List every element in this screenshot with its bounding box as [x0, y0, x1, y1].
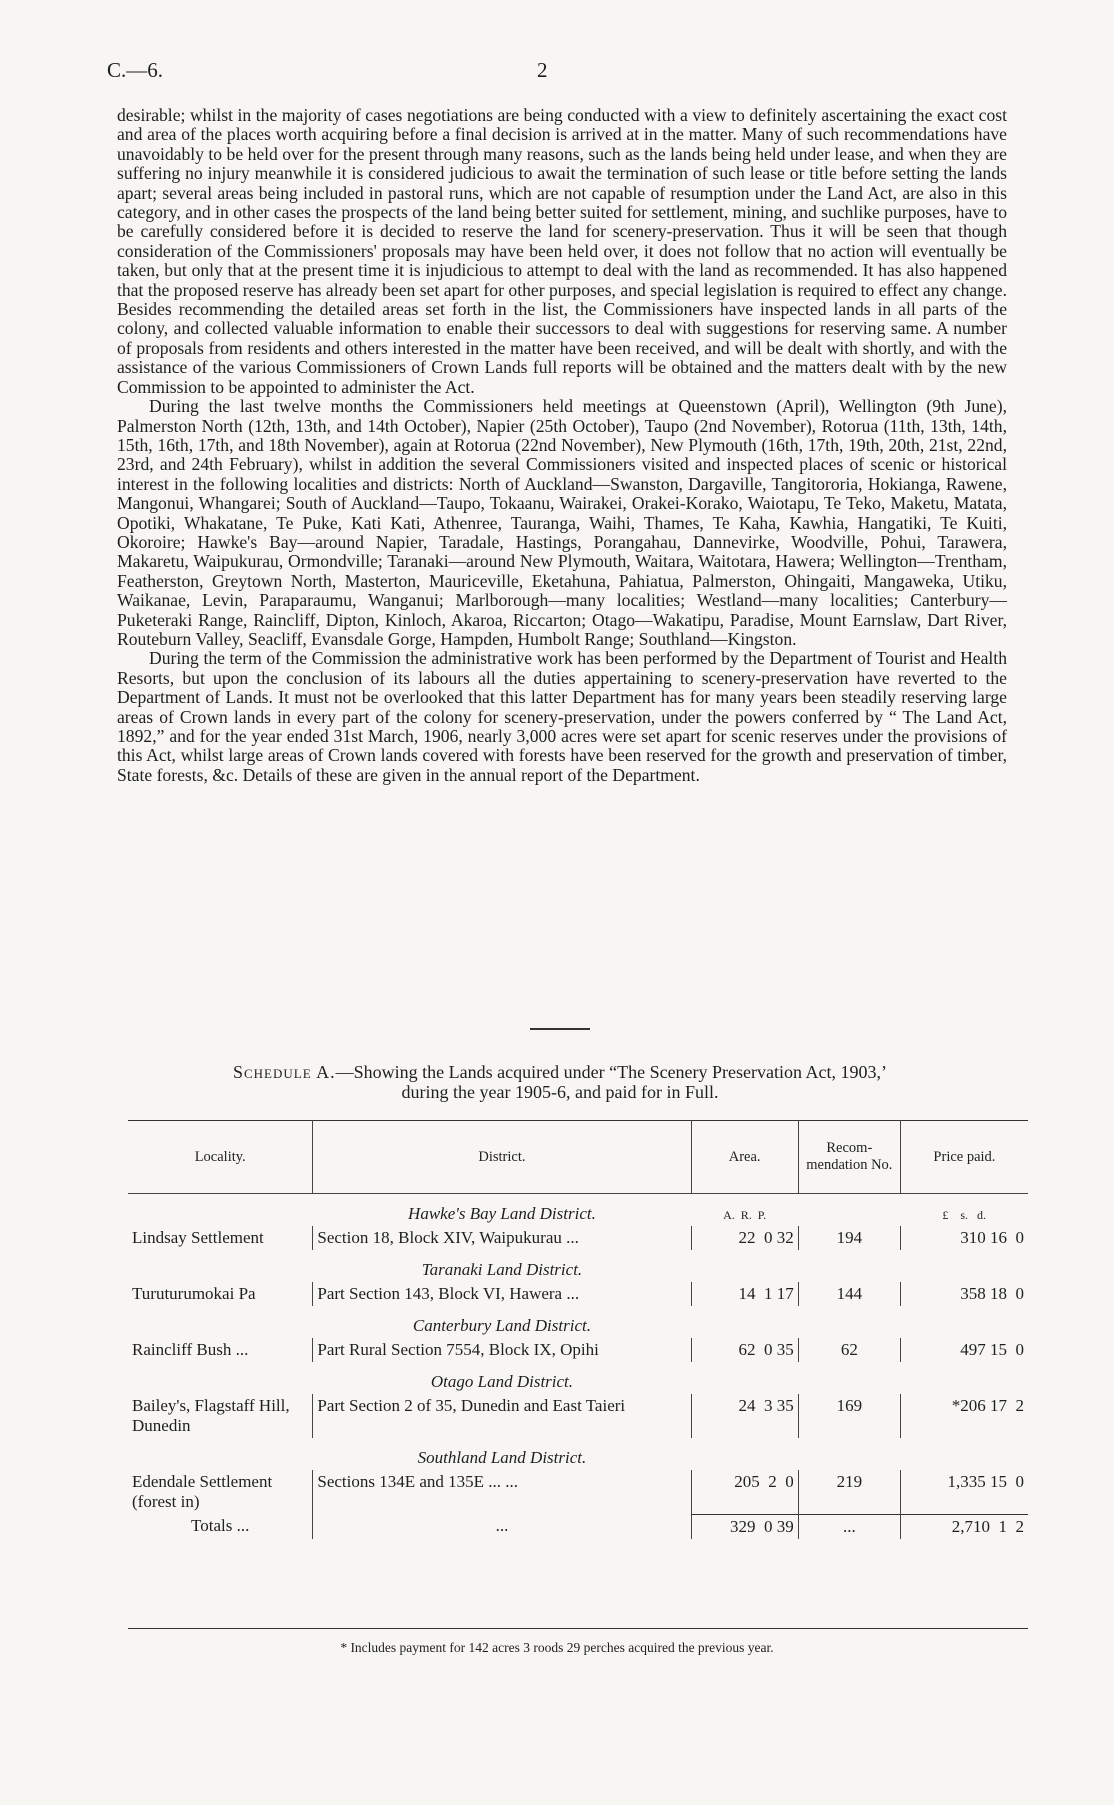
- footnote: * Includes payment for 142 acres 3 roods 29 perches acquired the previous year.: [340, 1640, 774, 1655]
- description-cell: Section 18, Block XIV, Waipukurau ...: [313, 1226, 691, 1250]
- description-cell: Sections 134E and 135E ... ...: [313, 1470, 691, 1514]
- locality-cell: Edendale Settlement (forest in): [132, 1472, 273, 1511]
- area-cell: 14 1 17: [691, 1282, 798, 1306]
- schedule-label: Schedule A.: [232, 1062, 336, 1082]
- rec-cell: 144: [798, 1282, 900, 1306]
- table-bottom-rule: [128, 1628, 1028, 1629]
- table-row: [128, 1226, 1028, 1250]
- table-row: [128, 1470, 1028, 1514]
- district-heading: Hawke's Bay Land District.: [408, 1204, 596, 1223]
- totals-district: ...: [313, 1514, 691, 1539]
- totals-rec: ...: [798, 1514, 900, 1539]
- price-cell: 310 16 0: [900, 1226, 1028, 1250]
- body-text: [117, 106, 1007, 785]
- area-cell: 62 0 35: [691, 1338, 798, 1362]
- district-heading: Otago Land District.: [430, 1372, 574, 1391]
- col-header-district: District.: [313, 1121, 691, 1194]
- col-header-recommendation: Recom-mendation No.: [798, 1121, 900, 1194]
- totals-row: [128, 1514, 1028, 1539]
- description-cell: Part Rural Section 7554, Block IX, Opihi: [313, 1338, 691, 1362]
- rec-cell: 219: [798, 1470, 900, 1514]
- table-row: [128, 1394, 1028, 1438]
- price-units: £ s. d.: [942, 1208, 987, 1222]
- totals-price: 2,710 1 2: [900, 1514, 1028, 1539]
- area-cell: 22 0 32: [691, 1226, 798, 1250]
- rec-cell: 62: [798, 1338, 900, 1362]
- rec-cell: 169: [798, 1394, 900, 1438]
- area-cell: 24 3 35: [691, 1394, 798, 1438]
- totals-label: Totals ...: [191, 1516, 250, 1535]
- schedule-title: [120, 1062, 1000, 1102]
- locality-cell: Lindsay Settlement: [132, 1228, 264, 1247]
- col-header-price: Price paid.: [900, 1121, 1028, 1194]
- district-heading: Southland Land District.: [417, 1448, 587, 1467]
- page-number: 2: [537, 58, 548, 82]
- col-header-area: Area.: [691, 1121, 798, 1194]
- locality-cell: Raincliff Bush ...: [132, 1340, 249, 1359]
- paragraph: desirable; whilst in the majority of cases negotiations are being conducted with a view to definitely ascertaining the exact cost and area of the places worth acquiring before a final decision is arrived at in the matter. Many of such recommendations have unavoidably to be held over for the present through many reasons, such as the lands being held under lease, and when they are suffering no injury meanwhile it is considered judicious to await the termination of such lease or title before setting the lands apart; several areas being included in pastoral runs, which are not capable of resumption under the Land Act, are also in this category, and in other cases the prospects of the land being better suited for settlement, mining, and suchlike purposes, have to be carefully considered before it is decided to reserve the land for scenery-preservation. Thus it will be seen that though consideration of the Commissioners' proposals may have been held over, it does not follow that no action will eventually be taken, but only that at the present time it is injudicious to attempt to deal with the land as recommended. It has also happened that the proposed reserve has already been set apart for other purposes, and special legislation is required to effect any change. Besides recommending the detailed areas set forth in the list, the Commissioners have inspected lands in all parts of the colony, and collected valuable information to enable their successors to deal with suggestions for reserving same. A number of proposals from residents and others interested in the matter have been received, and will be dealt with shortly, and with the assistance of the various Commissioners of Crown Lands full reports will be obtained and the matters dealt with by the new Commission to be appointed to administer the Act.: [117, 105, 1007, 397]
- document-reference: C.—6.: [107, 58, 164, 82]
- col-header-locality: Locality.: [128, 1121, 313, 1194]
- district-heading: Canterbury Land District.: [412, 1316, 591, 1335]
- rec-cell: 194: [798, 1226, 900, 1250]
- district-heading: Taranaki Land District.: [421, 1260, 583, 1279]
- area-cell: 205 2 0: [691, 1470, 798, 1514]
- table-row: [128, 1338, 1028, 1362]
- price-cell: *206 17 2: [900, 1394, 1028, 1438]
- section-divider: [530, 1028, 590, 1030]
- paragraph: During the term of the Commission the administrative work has been performed by the Department of Tourist and Health Resorts, but upon the conclusion of its labours all the duties appertaining to scenery-preservation have reverted to the Department of Lands. It must not be overlooked that this latter Department has for many years been steadily reserving large areas of Crown lands in every part of the colony for scenery-preservation, under the powers conferred by “ The Land Act, 1892,” and for the year ended 31st March, 1906, nearly 3,000 acres were set apart for scenic reserves under the provisions of this Act, whilst large areas of Crown lands covered with forests have been reserved for the growth and preservation of timber, State forests, &c. Details of these are given in the annual report of the Department.: [117, 648, 1007, 785]
- price-cell: 497 15 0: [900, 1338, 1028, 1362]
- totals-area: 329 0 39: [691, 1514, 798, 1539]
- price-cell: 1,335 15 0: [900, 1470, 1028, 1514]
- locality-cell: Bailey's, Flagstaff Hill, Dunedin: [132, 1396, 290, 1435]
- area-units: A. R. P.: [723, 1208, 767, 1222]
- description-cell: Part Section 143, Block VI, Hawera ...: [313, 1282, 691, 1306]
- table-row: [128, 1282, 1028, 1306]
- paragraph: During the last twelve months the Commissioners held meetings at Queenstown (April), Wellington (9th June), Palmerston North (12th, 13th, and 14th October), Napier (25th October), Taupo (2nd November), Rotorua (11th, 13th, 14th, 15th, 16th, 17th, and 18th November), again at Rotorua (22nd November), New Plymouth (16th, 17th, 19th, 20th, 21st, 22nd, 23rd, and 24th February), whilst in addition the several Commissioners visited and inspected places of scenic or historical interest in the following localities and districts: North of Auckland—Swanston, Dargaville, Tangitororia, Hokianga, Rawene, Mangonui, Whangarei; South of Auckland—Taupo, Tokaanu, Wairakei, Orakei-Korako, Waiotapu, Te Teko, Maketu, Matata, Opotiki, Whakatane, Te Puke, Kati Kati, Athenree, Tauranga, Waihi, Thames, Te Kaha, Kawhia, Hangatiki, Te Kuiti, Okoroire; Hawke's Bay—around Napier, Taradale, Hastings, Porangahau, Dannevirke, Woodville, Pohui, Tarawera, Makaretu, Waipukurau, Ormondville; Taranaki—around New Plymouth, Waitara, Waitotara, Hawera; Wellington—Trentham, Featherston, Greytown North, Masterton, Mauriceville, Eketahuna, Pahiatua, Palmerston, Ohingaiti, Mangaweka, Utiku, Waikanae, Levin, Paraparaumu, Wanganui; Marlborough—many localities; Westland—many localities; Canterbury—Puketeraki Range, Raincliff, Dipton, Kinloch, Akaroa, Riccarton; Otago—Wakatipu, Paradise, Mount Earnslaw, Dart River, Routeburn Valley, Seacliff, Evansdale Gorge, Hampden, Humbolt Range; Southland—Kingston.: [117, 396, 1007, 649]
- schedule-title-line2: during the year 1905-6, and paid for in Full.: [401, 1082, 719, 1102]
- price-cell: 358 18 0: [900, 1282, 1028, 1306]
- schedule-table: [128, 1120, 1028, 1539]
- description-cell: Part Section 2 of 35, Dunedin and East Taieri: [313, 1394, 691, 1438]
- locality-cell: Turuturumokai Pa: [132, 1284, 256, 1303]
- schedule-title-line1: —Showing the Lands acquired under “The Scenery Preservation Act, 1903,’: [335, 1062, 888, 1082]
